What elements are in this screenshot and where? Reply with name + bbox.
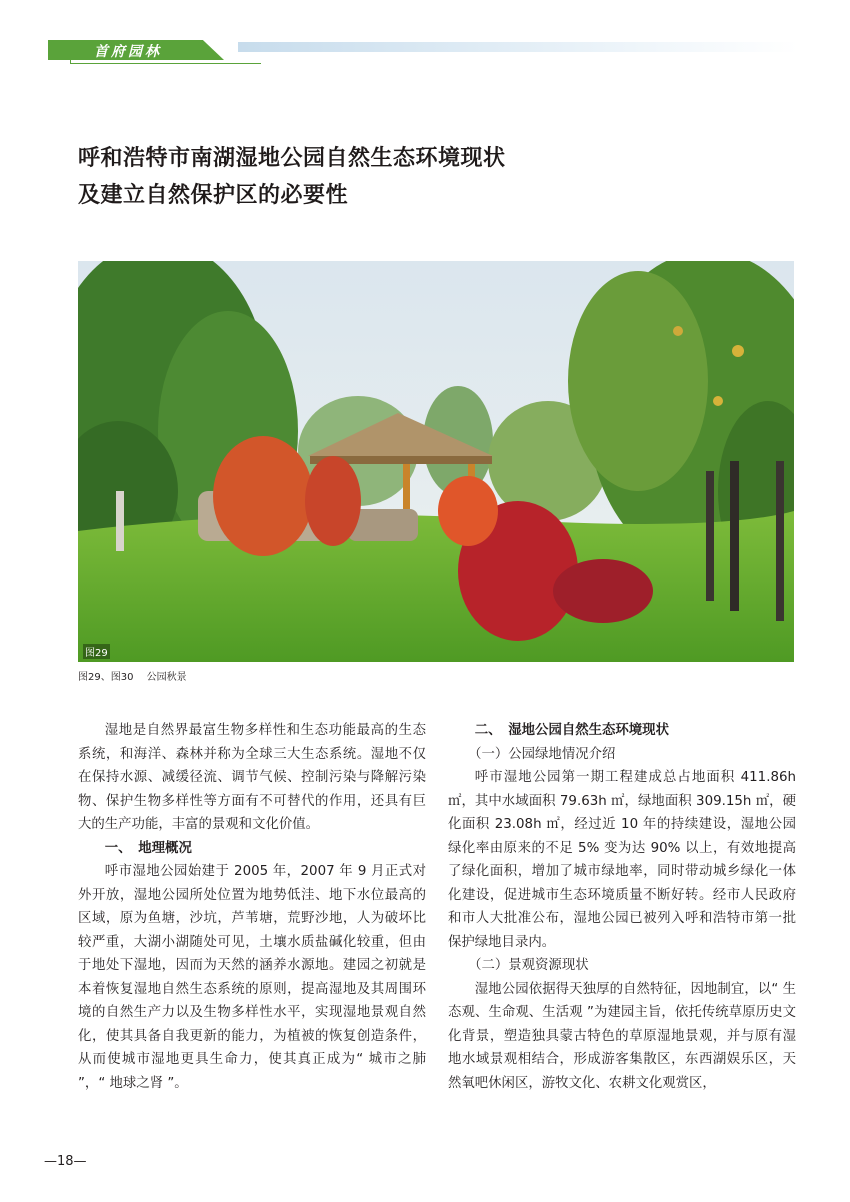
green-space-paragraph: 呼市湿地公园第一期工程建成总占地面积 411.86h ㎡，其中水域面积 79.63h ㎡，绿地面积 309.15h ㎡，硬化面积 23.08h ㎡，经过近 10 年的持续建设，湿地公园绿化率由原来的不足 5% 变为达 90% 以上，有效地提高了绿化面积，增加了城市绿地率，同时带动城乡绿化一体化建设，促进城市生态环境质量不断好转。经市人民政府和市人大批准公布，湿地公园已被列入呼和浩特市第一批保护绿地目录内。 [448,770,796,950]
section-heading-1: 一、 地理概况 [104,840,192,856]
left-column [78,719,426,1095]
section-name: 首府园林 [94,44,162,60]
page-number: —18— [44,1154,87,1169]
right-column [448,719,796,1095]
subheading-1: （一）公园绿地情况介绍 [468,746,616,762]
photo-label: 图29 [83,644,110,659]
figure-caption: 图29、图30 公园秋景 [78,672,187,683]
landscape-paragraph: 湿地公园依据得天独厚的自然特征，因地制宜，以“ 生态观、生命观、生活观 ”为建园主旨，依托传统草原历史文化背景，塑造独具蒙古特色的草原湿地景观，并与原有湿地水域景观相结合，形成游客集散区，东西湖娱乐区，天然氧吧休闲区，游牧文化、农耕文化观赏区， [448,981,796,1091]
section-header [48,40,768,64]
park-autumn-photo [78,261,794,662]
title-line-1: 呼和浩特市南湖湿地公园自然生态环境现状 [78,146,506,171]
geography-paragraph: 呼市湿地公园始建于 2005 年，2007 年 9 月正式对外开放，湿地公园所处位置为地势低洼、地下水位最高的区域，原为鱼塘，沙坑，芦苇塘，荒野沙地，人为破坏比较严重，大湖小湖随处可见，土壤水质盐碱化较重，但由于地处下湿地，因而为天然的涵养水源地。建园之初就是本着恢复湿地自然生态系统的原则，提高湿地及其周围环境的自然生产力以及生物多样性水平，实现湿地景观自然化，使其具备自我更新的能力，为植被的恢复创造条件，从而使城市湿地更具生命力，使其真正成为“ 城市之肺 ”，“ 地球之肾 ”。 [78,864,426,1091]
subheading-2: （二）景观资源现状 [468,958,589,973]
article-title [78,140,506,214]
intro-paragraph: 湿地是自然界最富生物多样性和生态功能最高的生态系统，和海洋、森林并称为全球三大生态系统。湿地不仅在保持水源、减缓径流、调节气候、控制污染与降解污染物、保护生物多样性等方面有不可替代的作用，还具有巨大的生产功能，丰富的景观和文化价值。 [78,723,426,832]
title-line-2: 及建立自然保护区的必要性 [78,183,349,208]
section-heading-2: 二、 湿地公园自然生态环境现状 [474,723,669,738]
header-stripe [238,42,798,52]
